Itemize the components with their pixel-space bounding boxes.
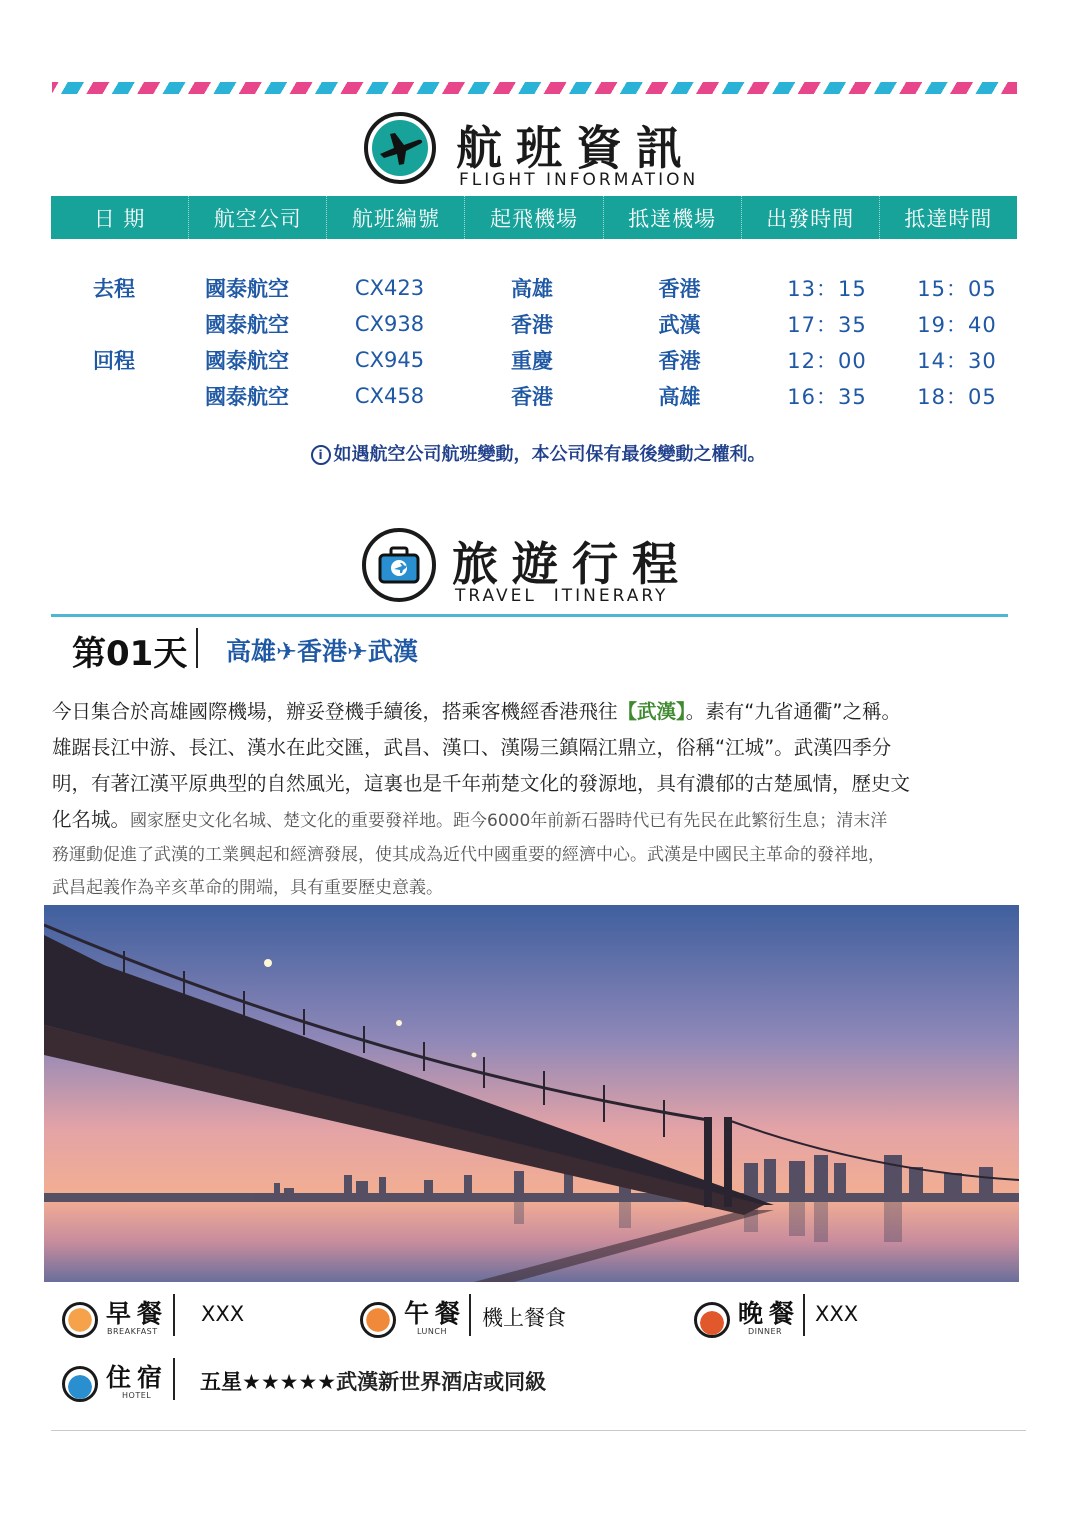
- flight-table-body: [51, 270, 1017, 414]
- cell-arrive-airport: 香港: [658, 277, 701, 301]
- cell-depart-time: 16：35: [787, 385, 867, 409]
- col-arrive-time: 抵達時間: [904, 206, 993, 231]
- cell-arrive-time: 15：05: [917, 277, 997, 301]
- breakfast-row: [62, 1300, 312, 1344]
- bottom-divider: [51, 1430, 1026, 1431]
- description-line-3: 明，有著江漢平原典型的自然風光，這裏也是千年荊楚文化的發源地，具有濃郁的古楚風情，歷史文: [52, 772, 911, 795]
- lunch-row: [360, 1300, 620, 1344]
- description-line-2: 雄踞長江中游、長江、漢水在此交匯，武昌、漢口、漢陽三鎮隔江鼎立，俗稱“江城”。武漢四季分: [52, 736, 892, 759]
- col-date: 日 期: [51, 196, 189, 239]
- cell-date: 回程: [93, 349, 135, 373]
- cell-arrive-airport: 香港: [658, 349, 701, 373]
- description-line-5: 務運動促進了武漢的工業興起和經濟發展，使其成為近代中國重要的經濟中心。武漢是中國民主革命的發祥地，: [52, 845, 885, 865]
- cell-date: 去程: [93, 277, 135, 301]
- cell-flight-no: CX458: [354, 384, 425, 408]
- col-depart-airport: 起飛機場: [465, 196, 603, 239]
- description-line-4: [52, 804, 1042, 832]
- hotel-value: [200, 1366, 546, 1396]
- itinerary-heading: [0, 524, 1076, 610]
- cell-arrive-time: 18：05: [917, 385, 997, 409]
- itinerary-title: 旅遊行程: [452, 537, 692, 591]
- table-row: [51, 306, 1017, 342]
- col-arrive-airport: 抵達機場: [604, 196, 742, 239]
- table-row: [51, 342, 1017, 378]
- airplane-icon: [364, 112, 436, 184]
- hotel-name: 武漢新世界酒店或同級: [336, 1370, 547, 1394]
- breakfast-title: 早餐: [106, 1299, 169, 1328]
- table-row: [51, 378, 1017, 414]
- suitcase-icon: [362, 528, 436, 602]
- breakfast-value: XXX: [201, 1302, 245, 1326]
- dinner-title: 晚餐: [738, 1299, 801, 1328]
- cell-flight-no: CX423: [354, 276, 425, 300]
- description-line-6: 武昌起義作為辛亥革命的開端，具有重要歷史意義。: [52, 878, 443, 898]
- dinner-en: DINNER: [748, 1327, 783, 1336]
- info-icon: i: [311, 445, 331, 465]
- lunch-en: LUNCH: [417, 1327, 447, 1336]
- col-airline: 航空公司: [189, 196, 327, 239]
- desc-text: 化名城。: [52, 808, 131, 831]
- flight-subtitle: FLIGHT INFORMATION: [459, 170, 699, 190]
- cell-flight-no: CX945: [354, 348, 425, 372]
- cell-airline: 國泰航空: [205, 277, 289, 301]
- day-label: 第01天: [72, 634, 188, 674]
- cell-arrive-time: 19：40: [917, 313, 997, 337]
- cell-depart-airport: 香港: [511, 385, 553, 409]
- desc-text: 。素有“九省通衢”之稱。: [685, 700, 901, 723]
- flight-info-heading: [0, 108, 1076, 188]
- itinerary-subtitle: TRAVEL ITINERARY: [455, 586, 669, 606]
- flight-table-header: [51, 196, 1017, 239]
- dinner-separator: [803, 1294, 805, 1336]
- destination-highlight: 【武漢】: [617, 700, 686, 723]
- desc-text: 今日集合於高雄國際機場，辦妥登機手續後，搭乘客機經香港飛往: [52, 700, 618, 723]
- flight-title: 航班資訊: [456, 121, 696, 175]
- lunch-value: 機上餐食: [482, 1306, 566, 1330]
- day-separator: [196, 628, 198, 668]
- cell-depart-airport: 香港: [511, 313, 553, 337]
- airmail-stripe: [52, 82, 1017, 94]
- cell-airline: 國泰航空: [205, 385, 289, 409]
- cell-depart-time: 13：15: [787, 277, 867, 301]
- col-flight-no: 航班編號: [327, 196, 465, 239]
- day-route: 高雄✈香港✈武漢: [226, 637, 418, 666]
- hotel-separator: [173, 1358, 175, 1400]
- cell-depart-time: 17：35: [787, 313, 867, 337]
- cell-arrive-time: 14：30: [917, 349, 997, 373]
- hotel-star-rating: 五星★★★★★: [200, 1370, 337, 1394]
- wuhan-bridge-photo: [44, 905, 1019, 1282]
- cell-depart-airport: 重慶: [511, 349, 553, 373]
- cell-arrive-airport: 高雄: [658, 385, 701, 409]
- cell-airline: 國泰航空: [205, 349, 289, 373]
- dinner-icon: [694, 1302, 730, 1338]
- cell-depart-airport: 高雄: [511, 277, 553, 301]
- breakfast-icon: [62, 1302, 98, 1338]
- hotel-icon: [62, 1366, 98, 1402]
- lunch-title: 午餐: [404, 1299, 467, 1328]
- cell-airline: 國泰航空: [205, 313, 289, 337]
- hotel-row: [62, 1364, 622, 1408]
- cell-arrive-airport: 武漢: [658, 313, 701, 337]
- lunch-icon: [360, 1302, 396, 1338]
- breakfast-separator: [173, 1294, 175, 1336]
- cell-flight-no: CX938: [354, 312, 425, 336]
- cell-depart-time: 12：00: [787, 349, 867, 373]
- breakfast-en: BREAKFAST: [107, 1327, 158, 1336]
- dinner-value: XXX: [815, 1302, 859, 1326]
- lunch-separator: [469, 1294, 471, 1336]
- table-row: [51, 270, 1017, 306]
- flight-change-notice: [0, 440, 1076, 466]
- hotel-title: 住宿: [106, 1363, 169, 1392]
- section-divider: [51, 614, 1008, 617]
- dinner-row: [694, 1300, 894, 1344]
- hotel-en: HOTEL: [122, 1391, 152, 1400]
- description-line-1: [52, 696, 1042, 724]
- notice-text: 如遇航空公司航班變動，本公司保有最後變動之權利。: [333, 444, 766, 465]
- col-depart-time: 出發時間: [742, 196, 880, 239]
- desc-text: 國家歷史文化名城、楚文化的重要發祥地。距今6000年前新石器時代已有先民在此繁衍生息；清末洋: [130, 811, 888, 831]
